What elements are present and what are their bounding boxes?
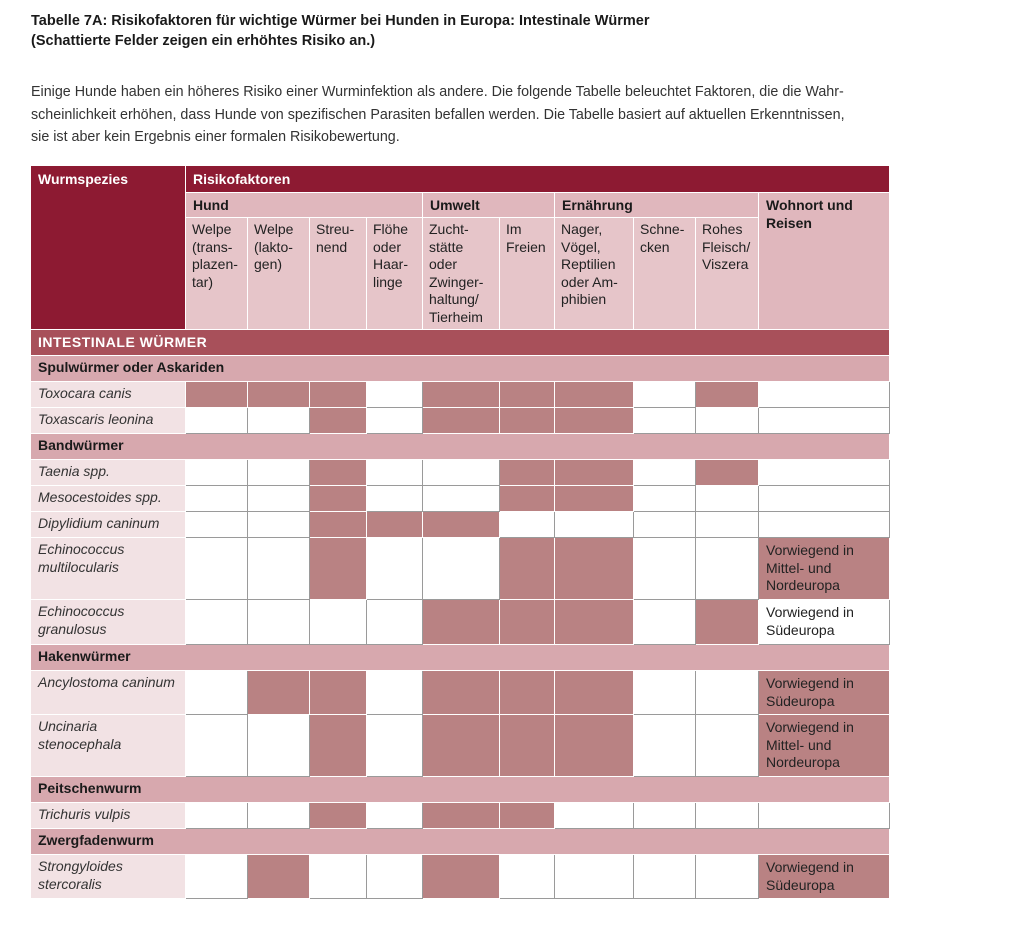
risk-factor-table bbox=[30, 165, 890, 899]
risk-cell-shaded bbox=[310, 512, 367, 538]
table-row bbox=[31, 382, 890, 408]
risk-cell-shaded bbox=[500, 803, 555, 829]
travel-note: Vorwiegend in Südeuropa bbox=[766, 675, 854, 709]
risk-cell-shaded bbox=[248, 671, 310, 715]
risk-cell-empty bbox=[555, 803, 634, 829]
document-title bbox=[31, 11, 931, 51]
risk-cell-shaded bbox=[500, 671, 555, 715]
column-header-nager: Nager, Vögel, Reptilien oder Am-phibien bbox=[555, 218, 634, 330]
risk-cell-empty bbox=[696, 538, 759, 600]
travel-cell bbox=[759, 803, 890, 829]
risk-cell-empty bbox=[696, 855, 759, 899]
risk-cell-shaded bbox=[367, 512, 423, 538]
species-name: Taenia spp. bbox=[38, 463, 110, 479]
risk-cell-empty bbox=[555, 855, 634, 899]
risk-cell-empty bbox=[634, 855, 696, 899]
risk-cell-shaded bbox=[310, 538, 367, 600]
risk-cell-empty bbox=[696, 486, 759, 512]
column-header-zuchtstaette: Zucht-stätte oder Zwinger-haltung/ Tierheim bbox=[423, 218, 500, 330]
risk-cell-shaded bbox=[555, 671, 634, 715]
table-row bbox=[31, 460, 890, 486]
risk-cell-empty bbox=[500, 855, 555, 899]
risk-cell-shaded bbox=[500, 715, 555, 777]
risk-cell-empty bbox=[696, 715, 759, 777]
travel-note bbox=[759, 408, 889, 416]
risk-cell-empty bbox=[248, 512, 310, 538]
risk-cell-empty bbox=[186, 408, 248, 434]
risk-cell-shaded bbox=[555, 408, 634, 434]
risk-cell-shaded bbox=[248, 855, 310, 899]
risk-cell-shaded bbox=[696, 460, 759, 486]
intro-paragraph bbox=[31, 81, 911, 149]
risk-cell-shaded bbox=[310, 408, 367, 434]
risk-cell-empty bbox=[186, 803, 248, 829]
travel-note bbox=[759, 486, 889, 494]
travel-note: Vorwiegend in Mittel- und Nordeuropa bbox=[766, 542, 854, 593]
risk-cell-empty bbox=[367, 486, 423, 512]
group-label: Hakenwürmer bbox=[38, 648, 131, 664]
species-name: Uncinaria stenocephala bbox=[38, 718, 122, 752]
risk-cell-empty bbox=[367, 538, 423, 600]
risk-cell-empty bbox=[634, 408, 696, 434]
risk-cell-shaded bbox=[555, 715, 634, 777]
risk-cell-shaded bbox=[500, 382, 555, 408]
column-header-streunend: Streu-nend bbox=[310, 218, 367, 330]
table-row bbox=[31, 855, 890, 899]
species-name-cell bbox=[31, 512, 186, 538]
risk-cell-empty bbox=[186, 600, 248, 645]
risk-cell-empty bbox=[248, 460, 310, 486]
travel-cell bbox=[759, 408, 890, 434]
travel-cell bbox=[759, 382, 890, 408]
risk-cell-empty bbox=[367, 671, 423, 715]
risk-cell-empty bbox=[634, 600, 696, 645]
risk-cell-empty bbox=[634, 486, 696, 512]
group-row bbox=[31, 356, 890, 382]
table-row bbox=[31, 408, 890, 434]
species-name-cell bbox=[31, 855, 186, 899]
species-name: Mesocestoides spp. bbox=[38, 489, 162, 505]
column-header-schnecken: Schne-cken bbox=[634, 218, 696, 330]
title-line-2: (Schattierte Felder zeigen ein erhöhtes Risiko an.) bbox=[31, 33, 376, 49]
species-header: Wurmspezies bbox=[31, 166, 186, 330]
risk-cell-empty bbox=[367, 803, 423, 829]
column-header-welpe-transplazentar: Welpe (trans-plazen-tar) bbox=[186, 218, 248, 330]
travel-cell bbox=[759, 538, 890, 600]
risk-cell-empty bbox=[634, 382, 696, 408]
travel-cell bbox=[759, 855, 890, 899]
species-name: Ancylostoma caninum bbox=[38, 674, 175, 690]
group-label: Peitschenwurm bbox=[38, 780, 142, 796]
group-row bbox=[31, 434, 890, 460]
intro-line-3: sie ist aber kein Ergebnis einer formalen Risikobewertung. bbox=[31, 129, 400, 145]
risk-cell-shaded bbox=[310, 382, 367, 408]
intro-line-2: scheinlichkeit erhöhen, dass Hunde von spezifischen Parasiten befallen werden. Die Tabelle basiert auf aktuellen Erkenntnissen, bbox=[31, 106, 845, 123]
species-name-cell bbox=[31, 803, 186, 829]
risk-cell-shaded bbox=[423, 512, 500, 538]
risk-cell-shaded bbox=[423, 408, 500, 434]
group-label: Bandwürmer bbox=[38, 437, 124, 453]
column-header-im-freien: Im Freien bbox=[500, 218, 555, 330]
table-row bbox=[31, 600, 890, 645]
risk-cell-empty bbox=[186, 671, 248, 715]
risk-cell-empty bbox=[310, 600, 367, 645]
travel-cell bbox=[759, 671, 890, 715]
species-name: Toxascaris leonina bbox=[38, 411, 154, 427]
risk-cell-empty bbox=[696, 671, 759, 715]
risk-cell-empty bbox=[634, 512, 696, 538]
risk-cell-shaded bbox=[555, 382, 634, 408]
group-label: Zwergfadenwurm bbox=[38, 832, 154, 848]
risk-cell-shaded bbox=[423, 803, 500, 829]
risk-cell-empty bbox=[367, 715, 423, 777]
species-name-cell bbox=[31, 460, 186, 486]
species-name: Strongyloides stercoralis bbox=[38, 858, 123, 892]
intro-line-1: Einige Hunde haben ein höheres Risiko einer Wurminfektion als andere. Die folgende Tabelle beleuchtet Faktoren, die die Wahr- bbox=[31, 84, 844, 100]
species-name: Trichuris vulpis bbox=[38, 806, 131, 822]
risk-cell-empty bbox=[423, 486, 500, 512]
risk-cell-empty bbox=[186, 538, 248, 600]
species-name: Toxocara canis bbox=[38, 385, 132, 401]
risk-cell-empty bbox=[500, 512, 555, 538]
risk-cell-shaded bbox=[696, 600, 759, 645]
table-row bbox=[31, 538, 890, 600]
risk-cell-empty bbox=[634, 538, 696, 600]
risk-cell-empty bbox=[696, 803, 759, 829]
risk-cell-empty bbox=[367, 600, 423, 645]
risk-cell-empty bbox=[634, 803, 696, 829]
risk-cell-shaded bbox=[555, 600, 634, 645]
risk-cell-shaded bbox=[500, 538, 555, 600]
risk-cell-shaded bbox=[423, 600, 500, 645]
risk-cell-shaded bbox=[310, 486, 367, 512]
risk-cell-empty bbox=[367, 382, 423, 408]
group-row bbox=[31, 645, 890, 671]
risk-cell-empty bbox=[367, 460, 423, 486]
risk-cell-shaded bbox=[500, 460, 555, 486]
travel-note bbox=[759, 803, 889, 811]
species-name-cell bbox=[31, 382, 186, 408]
risk-cell-empty bbox=[248, 803, 310, 829]
risk-cell-shaded bbox=[310, 715, 367, 777]
travel-note: Vorwiegend in Südeuropa bbox=[766, 859, 854, 893]
risk-cell-empty bbox=[634, 715, 696, 777]
risk-cell-empty bbox=[555, 512, 634, 538]
travel-note bbox=[759, 382, 889, 390]
risk-cell-empty bbox=[248, 408, 310, 434]
risk-cell-empty bbox=[186, 512, 248, 538]
risk-cell-empty bbox=[634, 671, 696, 715]
species-name-cell bbox=[31, 538, 186, 600]
species-name-cell bbox=[31, 408, 186, 434]
risk-cell-empty bbox=[696, 408, 759, 434]
risk-cell-shaded bbox=[555, 460, 634, 486]
risk-cell-shaded bbox=[423, 671, 500, 715]
table-row bbox=[31, 715, 890, 777]
risk-cell-empty bbox=[248, 538, 310, 600]
travel-note bbox=[759, 512, 889, 520]
risk-factors-header: Risikofaktoren bbox=[186, 166, 890, 193]
column-header-welpe-laktogen: Welpe (lakto-gen) bbox=[248, 218, 310, 330]
risk-cell-empty bbox=[634, 460, 696, 486]
risk-cell-empty bbox=[186, 460, 248, 486]
travel-note bbox=[759, 460, 889, 468]
risk-cell-empty bbox=[696, 512, 759, 538]
species-name: Echinococcus multilocularis bbox=[38, 541, 125, 575]
group-header-umwelt: Umwelt bbox=[423, 193, 555, 218]
risk-cell-empty bbox=[423, 460, 500, 486]
risk-cell-empty bbox=[248, 715, 310, 777]
section-header: INTESTINALE WÜRMER bbox=[31, 330, 890, 356]
species-name-cell bbox=[31, 671, 186, 715]
title-line-1: Tabelle 7A: Risikofaktoren für wichtige Würmer bei Hunden in Europa: Intestinale Würmer bbox=[31, 13, 650, 29]
risk-cell-empty bbox=[367, 408, 423, 434]
risk-cell-shaded bbox=[248, 382, 310, 408]
table-row bbox=[31, 671, 890, 715]
risk-cell-empty bbox=[248, 486, 310, 512]
species-name-cell bbox=[31, 486, 186, 512]
risk-cell-shaded bbox=[423, 715, 500, 777]
risk-cell-shaded bbox=[500, 486, 555, 512]
risk-cell-shaded bbox=[310, 460, 367, 486]
group-row bbox=[31, 829, 890, 855]
group-header-ernaehrung: Ernährung bbox=[555, 193, 759, 218]
species-name: Dipylidium caninum bbox=[38, 515, 160, 531]
table-body bbox=[31, 166, 890, 899]
risk-cell-empty bbox=[248, 600, 310, 645]
risk-cell-shaded bbox=[555, 486, 634, 512]
group-header-wohnort: Wohnort und Reisen bbox=[759, 193, 890, 330]
risk-cell-empty bbox=[310, 855, 367, 899]
risk-cell-shaded bbox=[423, 855, 500, 899]
risk-cell-empty bbox=[186, 855, 248, 899]
table-row bbox=[31, 803, 890, 829]
travel-cell bbox=[759, 715, 890, 777]
risk-cell-empty bbox=[423, 538, 500, 600]
travel-note: Vorwiegend in Südeuropa bbox=[766, 604, 854, 638]
table-row bbox=[31, 512, 890, 538]
species-name-cell bbox=[31, 600, 186, 645]
travel-note: Vorwiegend in Mittel- und Nordeuropa bbox=[766, 719, 854, 770]
group-label: Spulwürmer oder Askariden bbox=[38, 359, 225, 375]
risk-cell-empty bbox=[186, 486, 248, 512]
group-header-hund: Hund bbox=[186, 193, 423, 218]
risk-cell-shaded bbox=[310, 671, 367, 715]
column-header-rohes-fleisch: Rohes Fleisch/ Viszera bbox=[696, 218, 759, 330]
risk-cell-shaded bbox=[186, 382, 248, 408]
risk-cell-shaded bbox=[423, 382, 500, 408]
species-name: Echinococcus granulosus bbox=[38, 603, 125, 637]
travel-cell bbox=[759, 486, 890, 512]
travel-cell bbox=[759, 460, 890, 486]
travel-cell bbox=[759, 512, 890, 538]
species-name-cell bbox=[31, 715, 186, 777]
risk-cell-empty bbox=[367, 855, 423, 899]
risk-cell-shaded bbox=[310, 803, 367, 829]
group-row bbox=[31, 777, 890, 803]
risk-cell-shaded bbox=[500, 600, 555, 645]
table-row bbox=[31, 486, 890, 512]
risk-cell-shaded bbox=[696, 382, 759, 408]
travel-cell bbox=[759, 600, 890, 645]
column-header-floehe: Flöhe oder Haar-linge bbox=[367, 218, 423, 330]
risk-cell-empty bbox=[186, 715, 248, 777]
risk-cell-shaded bbox=[500, 408, 555, 434]
risk-cell-shaded bbox=[555, 538, 634, 600]
